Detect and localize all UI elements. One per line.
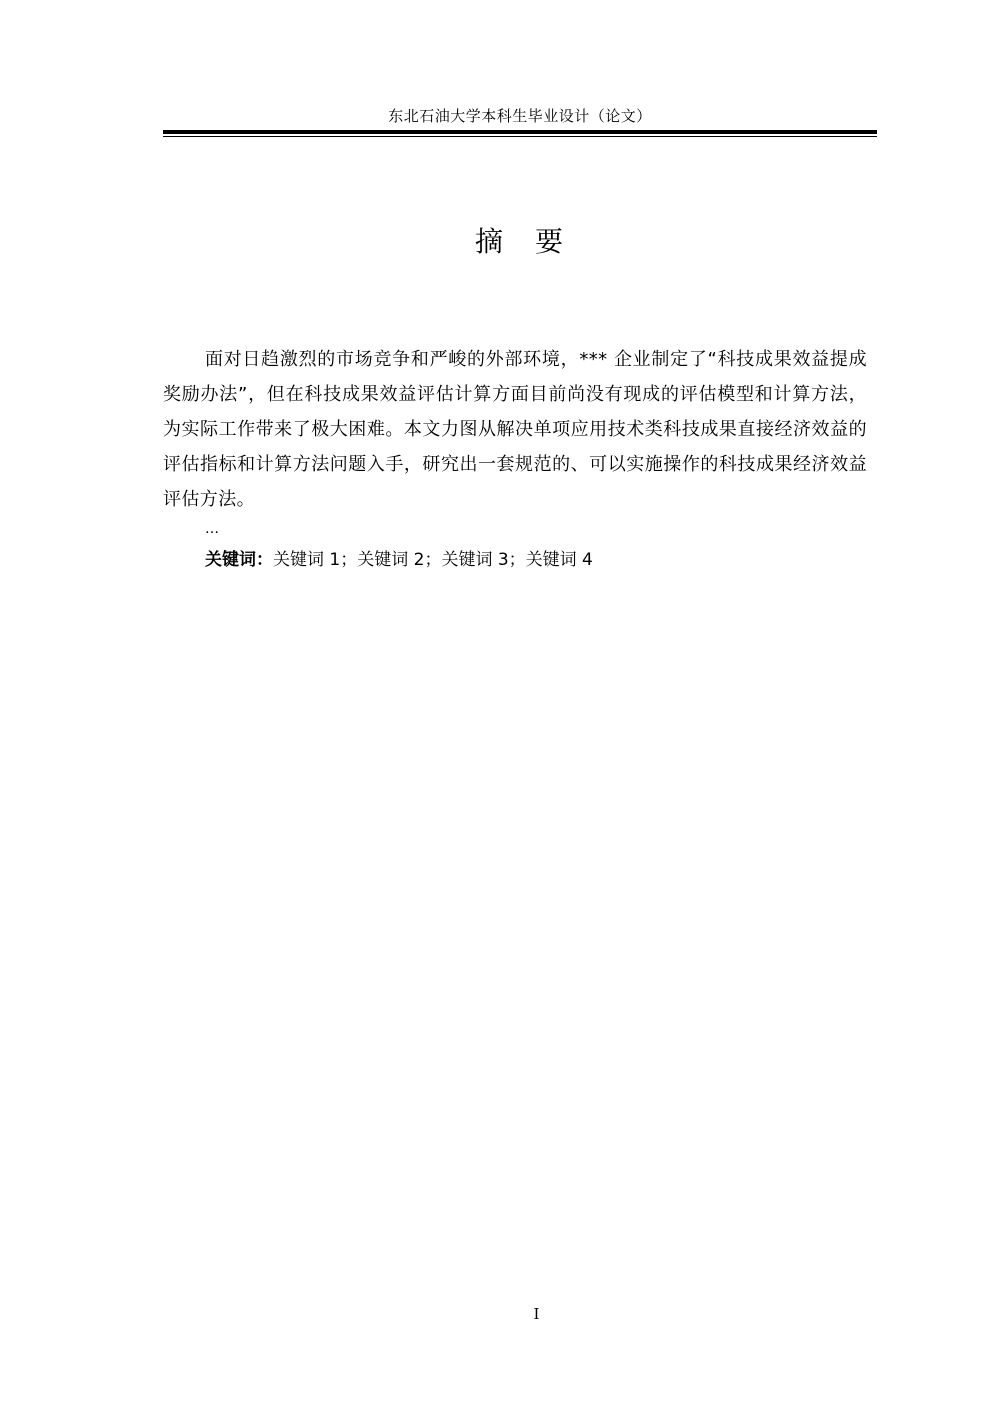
page-number: I bbox=[533, 1305, 540, 1323]
header-rule-thin bbox=[163, 136, 877, 137]
abstract-body: 面对日趋激烈的市场竞争和严峻的外部环境，*** 企业制定了“科技成果效益提成奖励办法”，但在科技成果效益评估计算方面目前尚没有现成的评估模型和计算方法，为实际工作带来了极大困难。本文力图从解决单项应用技术类科技成果直接经济效益的评估指标和计算方法问题入手，研究出一套规范的、可以实施操作的科技成果经济效益评估方法。 bbox=[163, 349, 867, 510]
keywords-label: 关键词： bbox=[205, 550, 273, 570]
abstract-title-char-1: 摘 bbox=[474, 225, 505, 258]
header-rule-thick bbox=[163, 130, 877, 134]
abstract-ellipsis: … bbox=[205, 521, 219, 537]
abstract-title bbox=[163, 224, 877, 260]
abstract-title-char-2: 要 bbox=[535, 225, 566, 258]
keywords-text: 关键词 1；关键词 2；关键词 3；关键词 4 bbox=[273, 550, 593, 570]
running-header: 东北石油大学本科生毕业设计（论文） bbox=[388, 107, 652, 125]
keywords-line bbox=[205, 546, 593, 574]
